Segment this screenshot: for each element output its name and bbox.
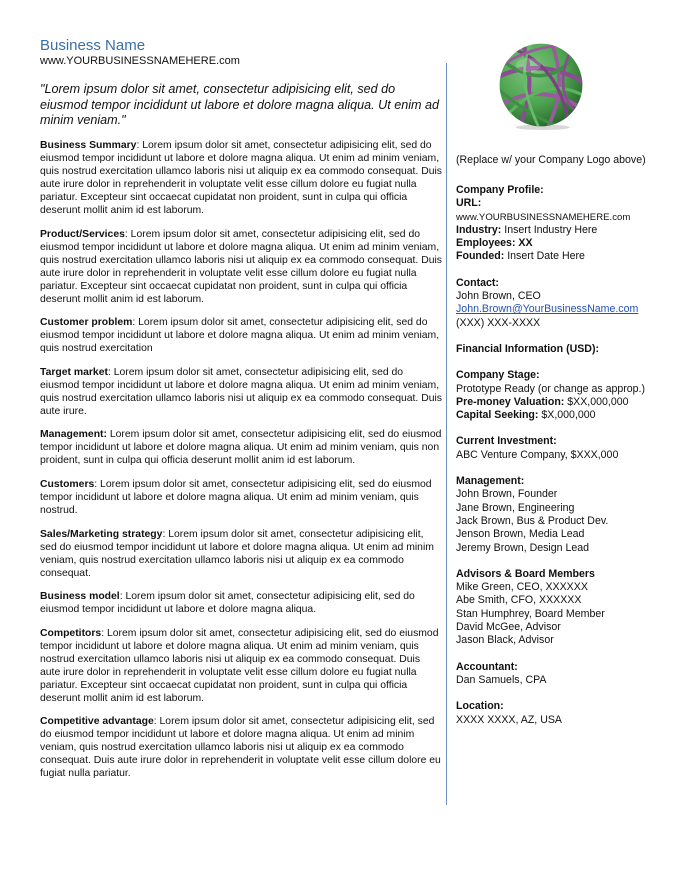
- list-item: Abe Smith, CFO, XXXXXX: [456, 594, 582, 607]
- section-sales-marketing: [40, 528, 442, 580]
- tagline-quote: "Lorem ipsum dolor sit amet, consectetur adipisicing elit, sed do eiusmod tempor incididunt ut labore et dolore magna aliqua. Ut enim ad minim veniam.": [40, 82, 440, 127]
- section-title: Competitors: [40, 627, 102, 639]
- employees-label: Employees: XX: [456, 237, 533, 250]
- company-profile-heading: Company Profile:: [456, 184, 544, 196]
- industry-value: Insert Industry Here: [501, 223, 598, 236]
- url-label: URL:: [456, 197, 482, 210]
- accountant-value: Dan Samuels, CPA: [456, 673, 547, 686]
- section-text: : Lorem ipsum dolor sit amet, consectetur adipisicing elit, sed do eiusmod tempor incididunt ut labore et dolore magna aliqua. Ut enim ad minim veniam, quis nostrud exercitation ullamco laboris nisi ut aliquip ex ea commodo consequat. Duis aute irure dolor in reprehenderit in voluptate velit esse cillum dolore eu fugiat nulla pariatur. Excepteur sint occaecat cupidatat non proident, sunt in culpa qui officia deserunt mollit anim id est laborum.: [40, 228, 442, 305]
- management-heading: Management:: [456, 475, 525, 488]
- section-text: : Lorem ipsum dolor sit amet, consectetur adipisicing elit, sed do eiusmod tempor incididunt ut labore et dolore magna aliqua. Ut enim ad minim veniam, quis nostrud exercitation: [40, 317, 440, 355]
- founded-line: [456, 250, 666, 263]
- section-text: : Lorem ipsum dolor sit amet, consectetur adipisicing elit, sed do eiusmod tempor incididunt ut labore et dolore magna aliqua. Ut enim ad minim veniam, quis nostrud exercitation ullamco laboris nisi ut aliquip ex ea commodo consequat. Duis aute irure dolor in reprehenderit in voluptate velit esse cillum dolore eu fugiat nulla pariatur. Excepteur sint occaecat cupidatat non proident, sunt in culpa qui officia deserunt mollit anim id est laborum.: [40, 140, 442, 216]
- section-title: Sales/Marketing strategy: [40, 528, 163, 540]
- section-text: Lorem ipsum dolor sit amet, consectetur adipisicing elit, sed do eiusmod tempor incididunt ut labore et dolore magna aliqua. Ut enim ad minim veniam, quis non proident, sunt in culpa qui officia deserunt mollit anim id est laborum.: [40, 429, 442, 467]
- founded-label: Founded:: [456, 250, 505, 263]
- management-block: [456, 475, 666, 555]
- founded-value: Insert Date Here: [504, 250, 585, 263]
- section-customer-problem: [40, 316, 442, 355]
- list-item: Mike Green, CEO, XXXXXX: [456, 581, 588, 594]
- investment-value: ABC Venture Company, $XXX,000: [456, 448, 619, 461]
- section-business-summary: [40, 139, 442, 217]
- contact-name: John Brown, CEO: [456, 290, 541, 303]
- section-title: Customer problem: [40, 317, 133, 329]
- contact-block: [456, 277, 666, 330]
- financial-block: [456, 343, 666, 356]
- employees-line: [456, 237, 666, 250]
- capital-line: [456, 409, 666, 422]
- section-text: : Lorem ipsum dolor sit amet, consectetur adipisicing elit, sed do eiusmod tempor incididunt ut labore et dolore magna aliqua. Ut enim ad minim veniam, quis nostrud exercitation ullamco laboris nisi ut aliquip ex ea commodo consequat. Duis aute irure dolor in reprehenderit in voluptate velit esse cillum dolore eu fugiat nulla pariatur. Excepteur sint occaecat cupidatat non proident, sunt in culpa qui officia deserunt mollit anim id est laborum.: [40, 627, 439, 704]
- column-divider: [446, 63, 447, 805]
- section-target-market: [40, 366, 442, 418]
- list-item: Jenson Brown, Media Lead: [456, 528, 585, 541]
- investment-heading: Current Investment:: [456, 435, 557, 448]
- section-text: : Lorem ipsum dolor sit amet, consectetur adipisicing elit, sed do eiusmod tempor incididunt ut labore et dolore magna aliqua. Ut enim ad minim veniam, quis nostrud exercitation ullamco laboris nisi ut aliquip ex ea commodo consequat.: [40, 528, 434, 579]
- contact-heading: Contact:: [456, 276, 499, 289]
- accountant-block: [456, 661, 666, 688]
- document-header: [40, 37, 240, 68]
- rubber-band-ball-logo-icon: [496, 40, 586, 130]
- financial-heading: Financial Information (USD):: [456, 342, 600, 355]
- list-item: David McGee, Advisor: [456, 621, 561, 634]
- section-title: Product/Services: [40, 228, 125, 240]
- section-management: [40, 428, 442, 467]
- section-title: Customers: [40, 478, 95, 490]
- section-competitors: [40, 627, 442, 705]
- section-title: Management:: [40, 429, 107, 441]
- section-title: Business model: [40, 591, 120, 603]
- company-stage-value: Prototype Ready (or change as approp.): [456, 382, 646, 395]
- section-competitive-advantage: [40, 715, 442, 780]
- section-text: : Lorem ipsum dolor sit amet, consectetur adipisicing elit, sed do eiusmod tempor incididunt ut labore et dolore magna aliqua. Ut enim ad minim veniam, quis nostrud exercitation ullamco laboris nisi ut aliquip ex ea commodo consequat. Duis aute irure.: [40, 366, 442, 417]
- logo-caption: (Replace w/ your Company Logo above): [456, 154, 646, 166]
- section-title: Competitive advantage: [40, 716, 154, 728]
- section-title: Target market: [40, 366, 108, 378]
- section-title: Business Summary: [40, 140, 137, 151]
- list-item: John Brown, Founder: [456, 488, 558, 501]
- premoney-line: [456, 396, 666, 409]
- location-block: [456, 700, 666, 727]
- section-text: : Lorem ipsum dolor sit amet, consectetur adipisicing elit, sed do eiusmod tempor incididunt ut labore et dolore magna aliqua. Ut enim ad minim veniam, quis nostrud.: [40, 478, 432, 516]
- location-heading: Location:: [456, 700, 504, 713]
- list-item: Stan Humphrey, Board Member: [456, 607, 605, 620]
- list-item: Jason Black, Advisor: [456, 634, 554, 647]
- capital-value: $X,000,000: [538, 409, 596, 422]
- list-item: Jeremy Brown, Design Lead: [456, 541, 590, 554]
- section-text: : Lorem ipsum dolor sit amet, consectetur adipisicing elit, sed do eiusmod tempor incididunt ut labore et dolore magna aliqua. Ut enim ad minim veniam, quis nostrud exercitation ullamco laboris nisi ut aliquip ex ea commodo consequat. Duis aute irure dolor in reprehenderit in voluptate velit esse cillum dolore eu fugiat nulla pariatur.: [40, 716, 441, 780]
- industry-line: [456, 224, 666, 237]
- sidebar: [456, 154, 666, 740]
- advisors-block: [456, 568, 666, 648]
- section-customers: [40, 478, 442, 517]
- investment-block: [456, 435, 666, 462]
- contact-email-link[interactable]: John.Brown@YourBusinessName.com: [456, 303, 639, 316]
- url-value: www.YOURBUSINESSNAMEHERE.com: [456, 211, 631, 223]
- location-value: XXXX XXXX, AZ, USA: [456, 713, 562, 726]
- business-url: www.YOURBUSINESSNAMEHERE.com: [40, 55, 240, 67]
- premoney-label: Pre-money Valuation:: [456, 395, 565, 408]
- company-profile: [456, 184, 666, 264]
- capital-label: Capital Seeking:: [456, 409, 539, 422]
- business-name: Business Name: [40, 37, 146, 54]
- section-text: : Lorem ipsum dolor sit amet, consectetur adipisicing elit, sed do eiusmod tempor incididunt ut labore et dolore magna aliqua.: [40, 591, 415, 616]
- main-column: [40, 139, 442, 791]
- section-product-services: [40, 228, 442, 306]
- list-item: Jack Brown, Bus & Product Dev.: [456, 514, 609, 527]
- contact-phone: (XXX) XXX-XXXX: [456, 316, 541, 329]
- advisors-heading: Advisors & Board Members: [456, 567, 595, 580]
- company-stage-block: [456, 369, 666, 422]
- premoney-value: $XX,000,000: [564, 395, 629, 408]
- industry-label: Industry:: [456, 223, 502, 236]
- accountant-heading: Accountant:: [456, 660, 518, 673]
- list-item: Jane Brown, Engineering: [456, 501, 575, 514]
- section-business-model: [40, 590, 442, 616]
- company-stage-heading: Company Stage:: [456, 369, 540, 382]
